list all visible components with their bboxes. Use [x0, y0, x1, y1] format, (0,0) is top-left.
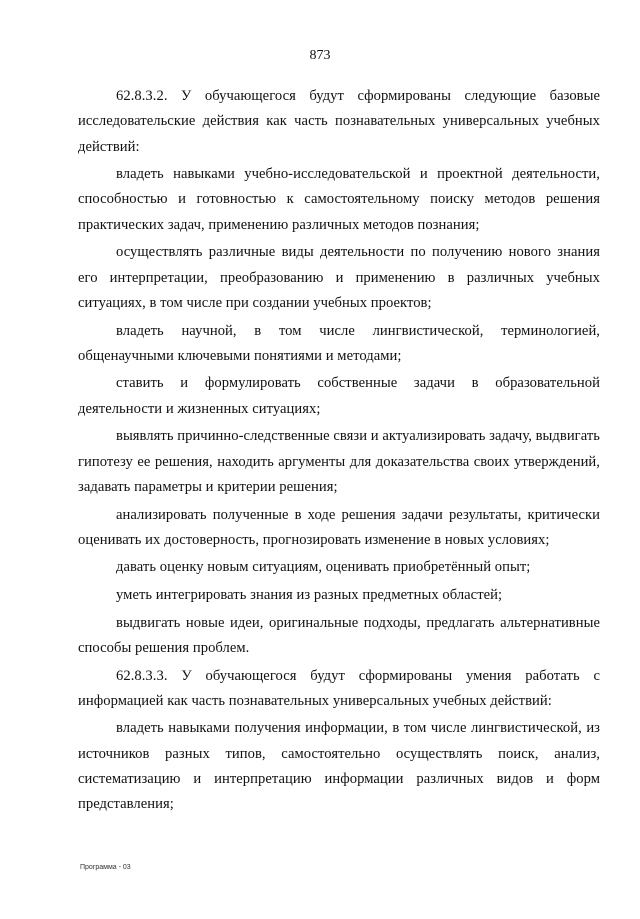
- list-item: осуществлять различные виды деятельности по получению нового знания его интерпретации, преобразованию и применению в различных учебных ситуациях, в том числе при создании учебных проектов;: [78, 244, 600, 311]
- list-item: ставить и формулировать собственные задачи в образовательной деятельности и жизненных ситуациях;: [78, 375, 600, 417]
- page-number: 873: [309, 48, 331, 63]
- paragraph-section-62-8-3-3: 62.8.3.3. У обучающегося будут сформированы умения работать с информацией как часть познавательных универсальных учебных действий:: [78, 667, 600, 709]
- list-item: выявлять причинно-следственные связи и актуализировать задачу, выдвигать гипотезу ее решения, находить аргументы для доказательства своих утверждений, задавать параметры и критерии решения;: [78, 428, 600, 495]
- document-body: [78, 84, 600, 820]
- list-item: давать оценку новым ситуациям, оценивать приобретённый опыт;: [116, 559, 531, 576]
- paragraph-section-62-8-3-2: 62.8.3.2. У обучающегося будут сформированы следующие базовые исследовательские действия как часть познавательных универсальных учебных действий:: [78, 88, 600, 155]
- list-item: анализировать полученные в ходе решения задачи результаты, критически оценивать их достоверность, прогнозировать изменение в новых условиях;: [78, 506, 600, 548]
- list-item: выдвигать новые идеи, оригинальные подходы, предлагать альтернативные способы решения проблем.: [78, 614, 600, 656]
- list-item: владеть научной, в том числе лингвистической, терминологией, общенаучными ключевыми понятиями и методами;: [78, 322, 600, 364]
- list-item: уметь интегрировать знания из разных предметных областей;: [116, 587, 503, 604]
- list-item: владеть навыками учебно-исследовательской и проектной деятельности, способностью и готовностью к самостоятельному поиску методов решения практических задач, применению различных методов познания;: [78, 166, 600, 233]
- footer-program-label: Программа - 03: [80, 864, 131, 871]
- list-item: владеть навыками получения информации, в том числе лингвистической, из источников разных типов, самостоятельно осуществлять поиск, анализ, систематизацию и интерпретацию информации различных видов и форм представления;: [78, 720, 600, 813]
